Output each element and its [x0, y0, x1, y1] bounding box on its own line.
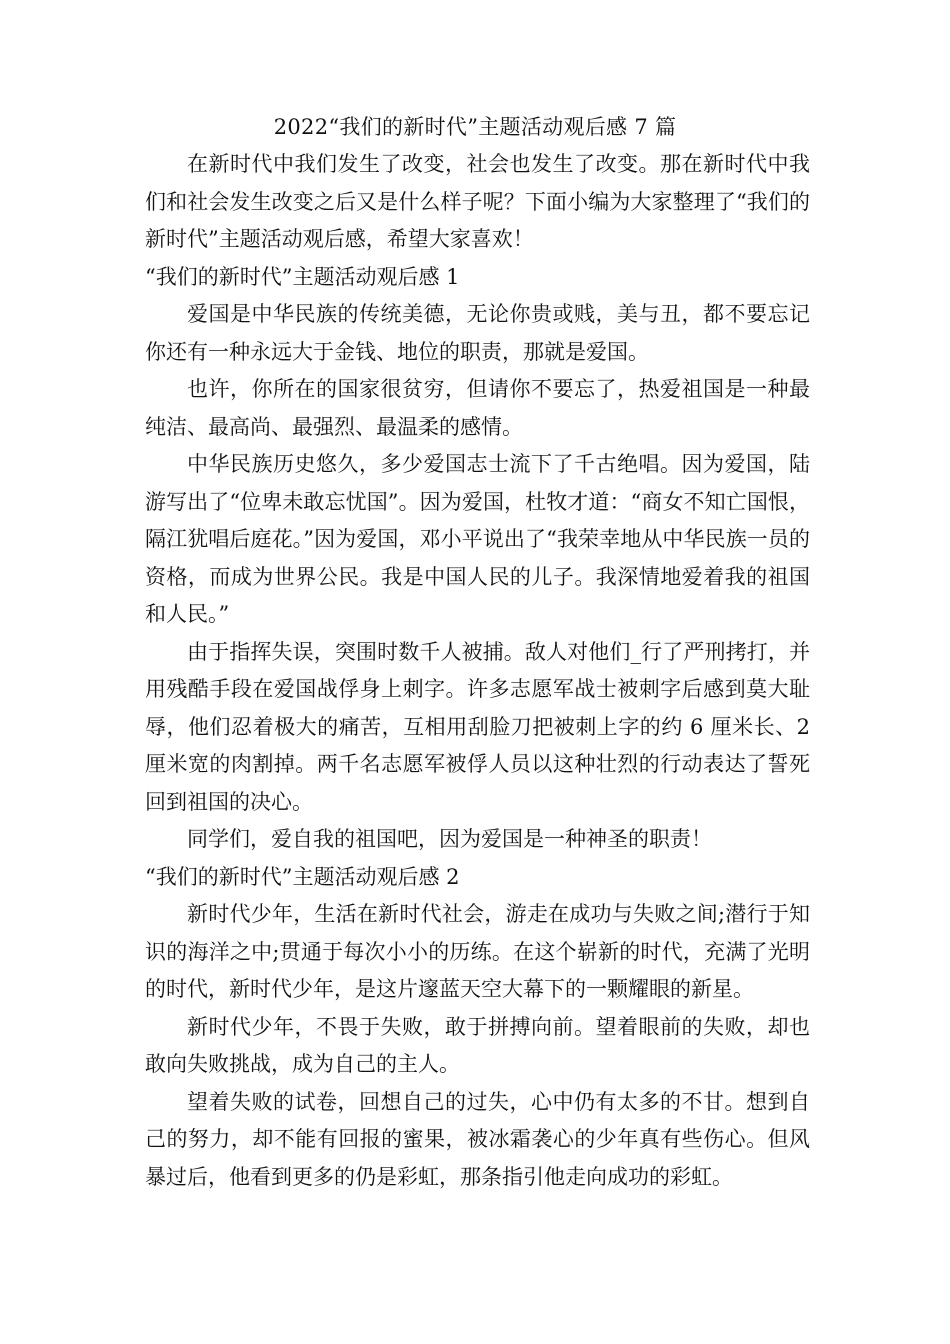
intro-paragraph: 在新时代中我们发生了改变，社会也发生了改变。那在新时代中我们和社会发生改变之后又是什么样子呢？下面小编为大家整理了“我们的新时代”主题活动观后感，希望大家喜欢！ — [145, 152, 810, 251]
paragraph: 新时代少年，生活在新时代社会，游走在成功与失败之间;潜行于知识的海洋之中;贯通于每次小小的历练。在这个崭新的时代，充满了光明的时代，新时代少年，是这片邃蓝天空大幕下的一颗耀眼的新星。 — [145, 902, 810, 1001]
section-heading-2: “我们的新时代”主题活动观后感 2 — [145, 864, 460, 889]
paragraph: 同学们，爱自我的祖国吧，因为爱国是一种神圣的职责！ — [187, 827, 712, 851]
document-body — [145, 146, 810, 1196]
paragraph: 也许，你所在的国家很贫穷，但请你不要忘了，热爱祖国是一种最纯洁、最高尚、最强烈、最温柔的感情。 — [145, 377, 810, 439]
document-title: 2022“我们的新时代”主题活动观后感 7 篇 — [273, 115, 677, 139]
paragraph: 中华民族历史悠久，多少爱国志士流下了千古绝唱。因为爱国，陆游写出了“位卑未敢忘忧国”。因为爱国，杜牧才道：“商女不知亡国恨，隔江犹唱后庭花。”因为爱国，邓小平说出了“我荣幸地从中华民族一员的资格，而成为世界公民。我是中国人民的儿子。我深情地爱着我的祖国和人民。” — [145, 452, 810, 626]
paragraph: 望着失败的试卷，回想自己的过失，心中仍有太多的不甘。想到自己的努力，却不能有回报的蜜果，被冰霜袭心的少年真有些伤心。但风暴过后，他看到更多的仍是彩虹，那条指引他走向成功的彩虹。 — [145, 1089, 810, 1189]
section-heading-1: “我们的新时代”主题活动观后感 1 — [145, 264, 460, 289]
paragraph: 爱国是中华民族的传统美德，无论你贵或贱，美与丑，都不要忘记你还有一种永远大于金钱、地位的职责，那就是爱国。 — [145, 302, 810, 364]
paragraph: 由于指挥失误，突围时数千人被捕。敌人对他们_行了严刑拷打，并用残酷手段在爱国战俘身上刺字。许多志愿军战士被刺字后感到莫大耻辱，他们忍着极大的痛苦，互相用刮脸刀把被刺上字的约 6 厘米长、2 厘米宽的肉割掉。两千名志愿军被俘人员以这种壮烈的行动表达了誓死回到祖国的决心。 — [145, 639, 810, 814]
paragraph: 新时代少年，不畏于失败，敢于拼搏向前。望着眼前的失败，却也敢向失败挑战，成为自己的主人。 — [145, 1014, 810, 1076]
